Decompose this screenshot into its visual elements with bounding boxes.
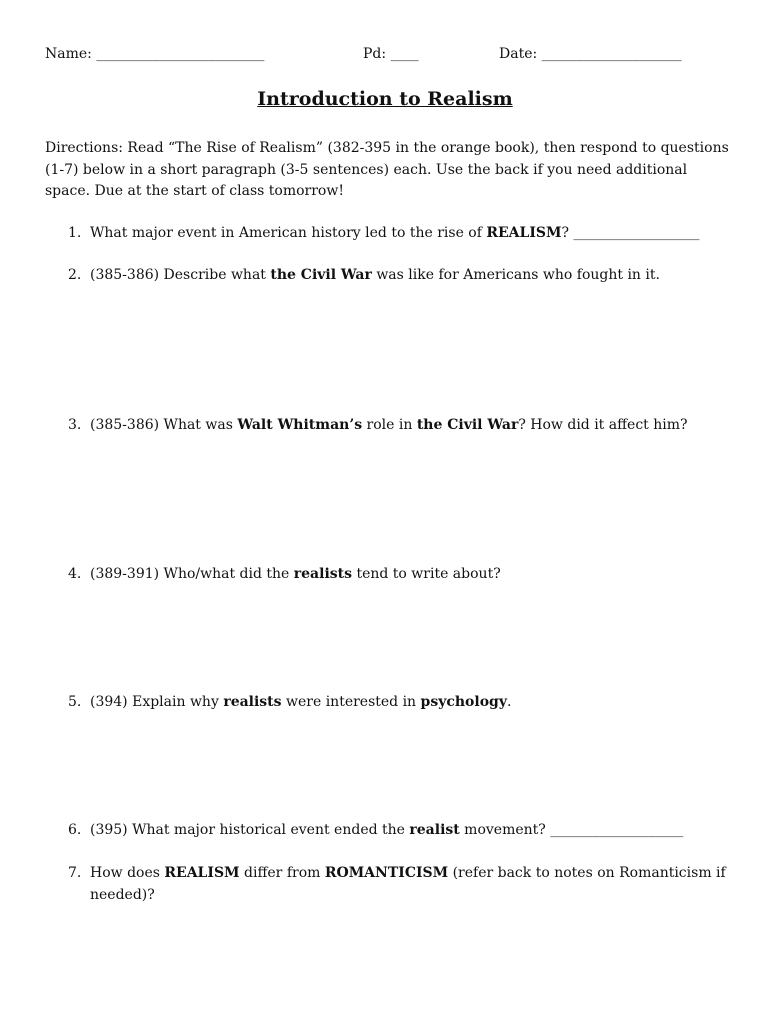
question-number: 6. — [68, 822, 82, 838]
bold-term: REALISM — [164, 865, 240, 881]
text-run: was like for Americans who fought in it. — [371, 267, 660, 283]
question-text — [90, 415, 728, 437]
directions-paragraph: Directions: Read “The Rise of Realism” (382-395 in the orange book), then respond to questions (1-7) below in a short paragraph (3-5 sentences) each. Use the back if you need additional space. Due at the start of class tomorrow! — [45, 140, 729, 199]
bold-term: the Civil War — [270, 267, 372, 283]
text-run: (refer back to notes on Romanticism if needed)? — [90, 865, 726, 903]
question-4 — [68, 564, 728, 586]
text-run: were interested in — [281, 694, 421, 710]
date-field — [499, 46, 682, 62]
text-run: movement? ___________________ — [459, 822, 684, 838]
bold-term: psychology — [420, 694, 507, 710]
question-text — [90, 223, 728, 245]
bold-term: the Civil War — [416, 417, 519, 433]
question-text — [90, 265, 728, 287]
text-run: ? How did it affect him? — [518, 417, 688, 433]
name-label: Name: — [45, 46, 92, 62]
bold-term: REALISM — [486, 225, 562, 241]
question-number: 1. — [68, 225, 82, 241]
text-run: What major event in American history led to the rise of — [90, 225, 487, 241]
bold-term: realist — [409, 822, 460, 838]
text-run: (385-386) What was — [90, 417, 238, 433]
question-5 — [68, 692, 728, 714]
question-text — [90, 692, 728, 714]
bold-term: realists — [223, 694, 282, 710]
name-field — [45, 46, 264, 62]
text-run: (389-391) Who/what did the — [90, 566, 294, 582]
bold-term: ROMANTICISM — [324, 865, 449, 881]
question-number: 4. — [68, 566, 82, 582]
question-text — [90, 863, 728, 906]
question-2 — [68, 265, 728, 287]
question-7 — [68, 863, 728, 906]
text-run: (385-386) Describe what — [90, 267, 271, 283]
question-6 — [68, 820, 728, 842]
question-3 — [68, 415, 728, 437]
page-title: Introduction to Realism — [257, 88, 513, 110]
text-run: ? __________________ — [561, 225, 700, 241]
text-run: . — [506, 694, 512, 710]
text-run: (395) What major historical event ended the — [90, 822, 410, 838]
question-text — [90, 564, 728, 586]
text-run: tend to write about? — [352, 566, 501, 582]
name-blank: ________________________ — [96, 46, 265, 62]
text-run: (394) Explain why — [90, 694, 224, 710]
question-number: 2. — [68, 267, 82, 283]
pd-blank: ____ — [390, 46, 419, 62]
question-number: 3. — [68, 417, 82, 433]
pd-label: Pd: — [363, 46, 387, 62]
date-label: Date: — [499, 46, 538, 62]
text-run: role in — [362, 417, 417, 433]
question-1 — [68, 223, 728, 245]
text-run: How does — [90, 865, 165, 881]
header-fields — [45, 46, 725, 66]
question-number: 5. — [68, 694, 82, 710]
period-field — [363, 46, 419, 62]
text-run: differ from — [239, 865, 325, 881]
question-number: 7. — [68, 865, 82, 881]
date-blank: ____________________ — [541, 46, 682, 62]
question-text — [90, 820, 728, 842]
bold-term: Walt Whitman’s — [237, 417, 363, 433]
bold-term: realists — [293, 566, 352, 582]
